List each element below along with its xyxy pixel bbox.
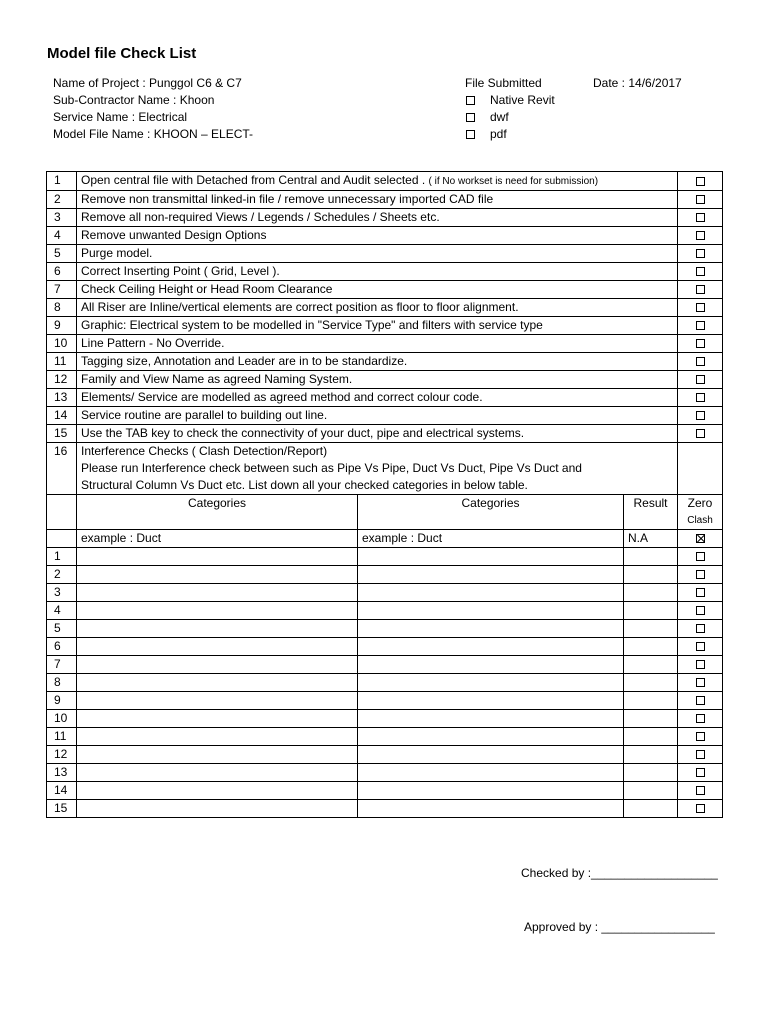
result-input[interactable] [624,674,678,692]
clash-row [47,656,723,674]
category-2-input[interactable] [358,782,624,800]
empty-cell [47,530,77,548]
zero-clash-checkbox-cell[interactable] [678,800,723,818]
checkbox-icon[interactable] [466,130,475,139]
item-text: Correct Inserting Point ( Grid, Level ). [77,263,678,281]
checkbox-icon[interactable] [696,195,705,204]
clash-row-number: 2 [47,566,77,584]
zero-clash-checkbox-cell[interactable] [678,602,723,620]
checklist-row [47,172,723,191]
file-submitted-section [465,75,555,143]
zero-clash-checkbox-cell[interactable] [678,584,723,602]
checklist-row [47,227,723,245]
checklist-row [47,353,723,371]
category-1-input[interactable] [77,566,358,584]
zero-clash-checkbox-cell[interactable] [678,548,723,566]
checkbox-icon[interactable] [466,113,475,122]
result-input[interactable] [624,620,678,638]
item-checkbox-cell[interactable] [678,407,723,425]
option-dwf[interactable]: dwf [465,109,555,126]
clash-row-number: 5 [47,620,77,638]
page-title: Model file Check List [47,45,197,62]
option-pdf[interactable]: pdf [465,126,555,143]
category-2-input[interactable] [358,728,624,746]
item-number: 1 [47,172,77,191]
category-2-input[interactable] [358,764,624,782]
checklist-row [47,299,723,317]
item-text: Remove all non-required Views / Legends / Schedules / Sheets etc. [77,209,678,227]
checkbox-icon[interactable] [696,231,705,240]
zero-clash-checkbox-cell[interactable] [678,728,723,746]
item-number: 3 [47,209,77,227]
category-1-input[interactable] [77,692,358,710]
category-1-input[interactable] [77,638,358,656]
item-number: 12 [47,371,77,389]
item-checkbox-cell[interactable] [678,299,723,317]
clash-row [47,764,723,782]
item-text: Family and View Name as agreed Naming System. [77,371,678,389]
clash-row-number: 10 [47,710,77,728]
clash-row [47,620,723,638]
category-2-input[interactable] [358,602,624,620]
item-text: Service routine are parallel to building out line. [77,407,678,425]
item-checkbox-cell[interactable] [678,353,723,371]
category-2-input[interactable] [358,674,624,692]
item-note: ( if No workset is need for submission) [428,176,599,187]
clash-row-number: 11 [47,728,77,746]
checklist-row [47,371,723,389]
item-number: 4 [47,227,77,245]
item-number: 2 [47,191,77,209]
checkbox-icon[interactable] [696,321,705,330]
clash-row [47,638,723,656]
item-number: 15 [47,425,77,443]
category-2-input[interactable] [358,566,624,584]
result-input[interactable] [624,656,678,674]
item-number: 9 [47,317,77,335]
clash-row [47,728,723,746]
result-input[interactable] [624,764,678,782]
zero-clash-checkbox-cell[interactable] [678,710,723,728]
empty-cell [47,495,77,530]
zero-clash-checkbox-cell[interactable] [678,530,723,548]
category-1-input[interactable] [77,656,358,674]
category-1-input[interactable] [77,728,358,746]
zero-clash-header: Zero Clash [678,495,723,530]
result-header: Result [624,495,678,530]
clash-row-number: 3 [47,584,77,602]
clash-row [47,692,723,710]
clash-row-number: 12 [47,746,77,764]
category-1-input[interactable] [77,620,358,638]
result-input[interactable] [624,782,678,800]
checkbox-icon[interactable] [696,786,705,795]
zero-clash-checkbox-cell[interactable] [678,656,723,674]
item-checkbox-cell[interactable] [678,317,723,335]
project-info [53,75,253,143]
checkbox-icon[interactable] [696,570,705,579]
category-2-input[interactable] [358,584,624,602]
item-number: 10 [47,335,77,353]
checkbox-icon[interactable] [696,411,705,420]
interference-text: Interference Checks ( Clash Detection/Report) Please run Interference check between such as Pipe Vs Pipe, Duct Vs Duct, Pipe Vs Duct and Structural Column Vs Duct etc. List down all your checked categories in below table. [77,443,678,495]
item-number: 11 [47,353,77,371]
category-1-input[interactable] [77,674,358,692]
clash-table-header [47,495,723,530]
checklist-row [47,389,723,407]
item-number: 8 [47,299,77,317]
item-text: Remove unwanted Design Options [77,227,678,245]
clash-row-number: 9 [47,692,77,710]
categories-header: Categories [358,495,624,530]
clash-row [47,602,723,620]
clash-row [47,584,723,602]
category-2-input[interactable] [358,746,624,764]
category-1-input[interactable] [77,782,358,800]
item-checkbox-cell[interactable] [678,425,723,443]
result-input[interactable] [624,800,678,818]
checkbox-icon[interactable] [696,429,705,438]
result-input[interactable] [624,710,678,728]
checkbox-icon[interactable] [696,696,705,705]
checklist-row [47,281,723,299]
clash-row-number: 7 [47,656,77,674]
checklist-row [47,317,723,335]
checklist-row [47,245,723,263]
result-input[interactable] [624,602,678,620]
item-checkbox-cell[interactable] [678,245,723,263]
category-1-input[interactable] [77,746,358,764]
result-input[interactable] [624,584,678,602]
item-number: 13 [47,389,77,407]
item-checkbox-cell[interactable] [678,389,723,407]
project-name: Name of Project : Punggol C6 & C7 [53,76,242,90]
checkbox-icon[interactable] [696,732,705,741]
item-text: All Riser are Inline/vertical elements are correct position as floor to floor alignment. [77,299,678,317]
category-2-input[interactable] [358,692,624,710]
checklist-row [47,335,723,353]
clash-row [47,782,723,800]
result-input[interactable] [624,638,678,656]
checkbox-icon[interactable] [696,177,705,186]
file-submitted-label: File Submitted [465,76,542,90]
example-result: N.A [624,530,678,548]
clash-row-number: 13 [47,764,77,782]
checkbox-icon[interactable] [696,804,705,813]
zero-clash-checkbox-cell[interactable] [678,638,723,656]
checklist-row [47,209,723,227]
zero-clash-checkbox-cell[interactable] [678,674,723,692]
checkbox-icon[interactable] [696,660,705,669]
zero-clash-checkbox-cell[interactable] [678,620,723,638]
zero-clash-checkbox-cell[interactable] [678,566,723,584]
item-checkbox-cell[interactable] [678,281,723,299]
checked-checkbox-icon[interactable] [696,534,705,543]
checkbox-icon[interactable] [696,249,705,258]
item-text: Graphic: Electrical system to be modelled in "Service Type" and filters with service type [77,317,678,335]
clash-row [47,800,723,818]
item-number: 7 [47,281,77,299]
item-checkbox-cell[interactable] [678,335,723,353]
clash-row-number: 8 [47,674,77,692]
checkbox-icon[interactable] [696,393,705,402]
checkbox-icon[interactable] [696,642,705,651]
item-checkbox-cell[interactable] [678,172,723,191]
result-input[interactable] [624,746,678,764]
clash-row-number: 1 [47,548,77,566]
clash-row-number: 6 [47,638,77,656]
category-2-input[interactable] [358,620,624,638]
checklist-table [46,171,723,818]
result-input[interactable] [624,692,678,710]
example-category-2: example : Duct [358,530,624,548]
checkbox-icon[interactable] [696,606,705,615]
checkbox-icon[interactable] [696,213,705,222]
item-checkbox-cell[interactable] [678,263,723,281]
category-1-input[interactable] [77,584,358,602]
checkbox-icon[interactable] [696,714,705,723]
item-text: Tagging size, Annotation and Leader are in to be standardize. [77,353,678,371]
empty-cell [678,443,723,495]
date: Date : 14/6/2017 [593,76,682,90]
categories-header: Categories [77,495,358,530]
checklist-row [47,263,723,281]
category-2-input[interactable] [358,548,624,566]
clash-row [47,566,723,584]
checkbox-icon[interactable] [696,552,705,561]
checkbox-icon[interactable] [696,768,705,777]
category-1-input[interactable] [77,602,358,620]
item-text: Remove non transmittal linked-in file / remove unnecessary imported CAD file [77,191,678,209]
category-2-input[interactable] [358,710,624,728]
category-2-input[interactable] [358,656,624,674]
item-checkbox-cell[interactable] [678,227,723,245]
checklist-row [47,407,723,425]
service-name: Service Name : Electrical [53,110,188,124]
checkbox-icon[interactable] [696,285,705,294]
checkbox-icon[interactable] [696,750,705,759]
checked-by: Checked by :___________________ [521,866,718,880]
checkbox-icon[interactable] [696,339,705,348]
item-number: 14 [47,407,77,425]
item-checkbox-cell[interactable] [678,191,723,209]
category-1-input[interactable] [77,800,358,818]
item-text: Line Pattern - No Override. [77,335,678,353]
checkbox-icon[interactable] [696,624,705,633]
interference-row [47,443,723,495]
clash-row-number: 14 [47,782,77,800]
item-text: Check Ceiling Height or Head Room Clearance [77,281,678,299]
result-input[interactable] [624,566,678,584]
zero-clash-checkbox-cell[interactable] [678,764,723,782]
category-2-input[interactable] [358,800,624,818]
checkbox-icon[interactable] [696,375,705,384]
example-category-1: example : Duct [77,530,358,548]
clash-row [47,674,723,692]
checkbox-icon[interactable] [696,588,705,597]
item-checkbox-cell[interactable] [678,371,723,389]
item-number: 5 [47,245,77,263]
item-checkbox-cell[interactable] [678,209,723,227]
result-input[interactable] [624,548,678,566]
zero-clash-checkbox-cell[interactable] [678,692,723,710]
category-1-input[interactable] [77,548,358,566]
option-native-revit[interactable]: Native Revit [465,92,555,109]
checklist-row [47,191,723,209]
model-file-name: Model File Name : KHOON – ELECT- [53,127,254,141]
clash-row [47,710,723,728]
result-input[interactable] [624,728,678,746]
clash-example-row [47,530,723,548]
item-text: Use the TAB key to check the connectivity of your duct, pipe and electrical systems. [77,425,678,443]
category-2-input[interactable] [358,638,624,656]
item-text: Open central file with Detached from Central and Audit selected . ( if No workset is need for submission) [77,172,678,191]
checklist-row [47,425,723,443]
item-number: 6 [47,263,77,281]
checkbox-icon[interactable] [696,678,705,687]
checkbox-icon[interactable] [696,267,705,276]
item-number: 16 [47,443,77,495]
checkbox-icon[interactable] [466,96,475,105]
approved-by: Approved by : _________________ [524,920,715,934]
checkbox-icon[interactable] [696,357,705,366]
item-text: Purge model. [77,245,678,263]
zero-clash-checkbox-cell[interactable] [678,746,723,764]
clash-row-number: 4 [47,602,77,620]
checkbox-icon[interactable] [696,303,705,312]
clash-row-number: 15 [47,800,77,818]
category-1-input[interactable] [77,710,358,728]
zero-clash-checkbox-cell[interactable] [678,782,723,800]
item-text: Elements/ Service are modelled as agreed method and correct colour code. [77,389,678,407]
clash-row [47,548,723,566]
subcontractor-name: Sub-Contractor Name : Khoon [53,93,215,107]
clash-row [47,746,723,764]
category-1-input[interactable] [77,764,358,782]
